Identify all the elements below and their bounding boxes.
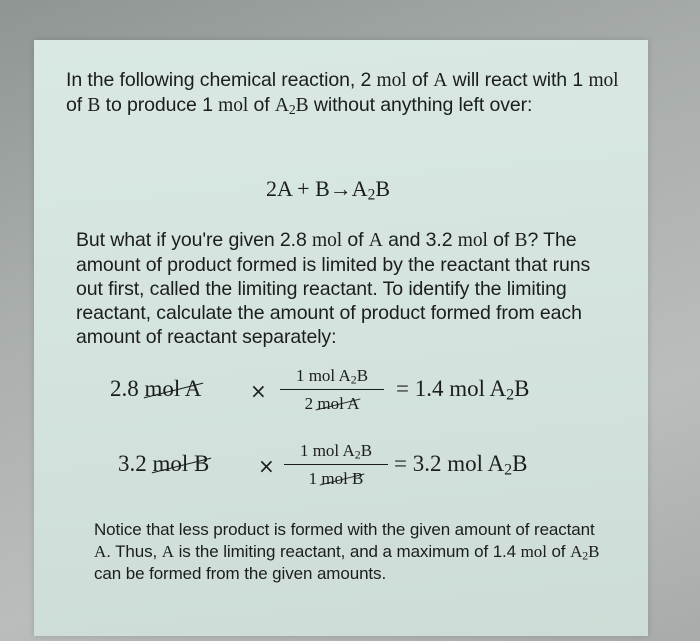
result-value: 1.4 mol $A_2B$ xyxy=(414,376,530,404)
content-card xyxy=(34,40,648,636)
notice-paragraph: Notice that less product is formed with the given amount of reactant A. Thus, A is the limiting reactant, and a maximum of 1.4 mol of $A_2B$ can be formed from the given amounts. xyxy=(94,520,600,583)
result-value: 3.2 mol $A_2B$ xyxy=(412,451,528,479)
calculation-reactant-a: 2.8 mol A × 1 mol $A_2B$ 2 mol A = 1.4 mol $A_2B$ xyxy=(110,366,530,413)
question-paragraph: But what if you're given 2.8 mol of A and 3.2 mol of B? The amount of product formed is limited by the reactant that runs out first, called the limiting reactant. To identify the limiting reactant, calculate the amount of product formed from each amount of reactant separately: xyxy=(76,229,591,348)
struck-unit: mol A xyxy=(144,376,202,401)
struck-unit: mol B xyxy=(152,451,210,476)
conversion-fraction: 1 mol $A_2B$ 2 mol A xyxy=(280,366,384,414)
conversion-fraction: 1 mol $A_2B$ 1 mol B xyxy=(284,441,388,489)
reaction-equation: $2A + B\to A_2B$ xyxy=(266,176,391,204)
intro-paragraph: In the following chemical reaction, 2 mol of A will react with 1 mol of B to produce 1 mol of $A_2B$ without anything left over: xyxy=(66,69,619,117)
calculation-reactant-b: 3.2 mol B × 1 mol $A_2B$ 1 mol B = 3.2 mol $A_2B$ xyxy=(118,441,528,488)
